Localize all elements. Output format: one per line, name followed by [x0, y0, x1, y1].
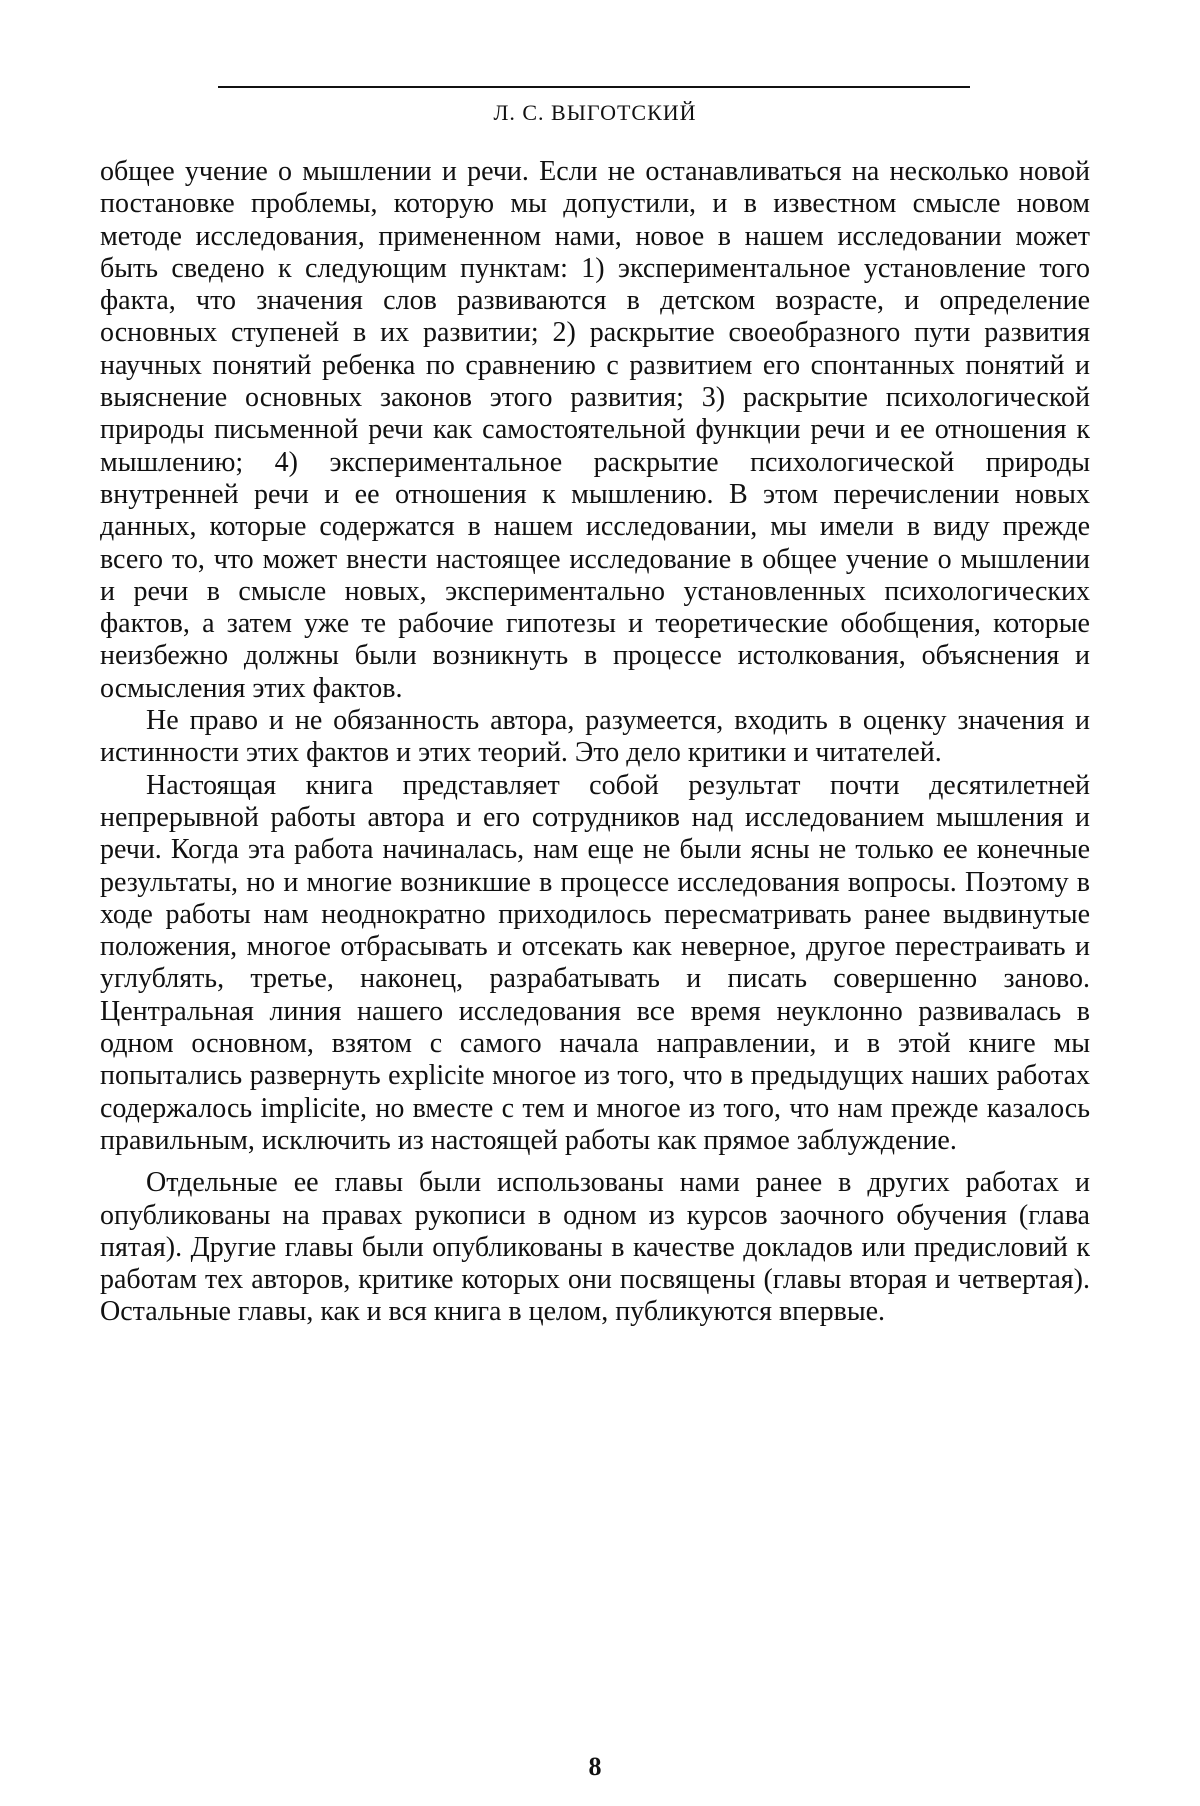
- book-page: [100, 86, 1090, 1781]
- header-rule: [218, 86, 970, 88]
- paragraph-3: Настоящая книга представляет собой результат почти десятилетней непрерывной работы автора и его сотрудников над исследованием мышления и речи. Когда эта работа начиналась, нам еще не были ясны не только ее конечные результаты, но и многие возникшие в процессе исследования вопросы. Поэтому в ходе работы нам неоднократно приходилось пересматривать ранее выдвинутые положения, многое отбрасывать и отсекать как неверное, другое перестраивать и углублять, третье, наконец, разрабатывать и писать совершенно заново. Центральная линия нашего исследования все время неуклонно развивалась в одном основном, взятом с самого начала направлении, и в этой книге мы попытались развернуть explicite многое из того, что в предыдущих наших работах содержалось implicite, но вместе с тем и многое из того, что нам прежде казалось правильным, исключить из настоящей работы как прямое заблуждение.: [100, 769, 1090, 1156]
- running-head: Л. С. ВЫГОТСКИЙ: [493, 100, 697, 125]
- body-text: [100, 156, 1090, 1329]
- paragraph-2: Не право и не обязанность автора, разумеется, входить в оценку значения и истинности этих фактов и этих теорий. Это дело критики и читателей.: [100, 705, 1090, 769]
- page-number: 8: [588, 1752, 602, 1781]
- paragraph-4: Отдельные ее главы были использованы нами ранее в других работах и опубликованы на правах рукописи в одном из курсов заочного обучения (глава пятая). Другие главы были опубликованы в качестве докладов или предисловий к работам тех авторов, критике которых они посвящены (главы вторая и четвертая). Остальные главы, как и вся книга в целом, публикуются впервые.: [100, 1167, 1090, 1328]
- paragraph-1: общее учение о мышлении и речи. Если не останавливаться на несколько новой постановке проблемы, которую мы допустили, и в известном смысле новом методе исследования, примененном нами, новое в нашем исследовании может быть сведено к следующим пунктам: 1) экспериментальное установление того факта, что значения слов развиваются в детском возрасте, и определение основных ступеней в их развитии; 2) раскрытие своеобразного пути развития научных понятий ребенка по сравнению с развитием его спонтанных понятий и выяснение основных законов этого развития; 3) раскрытие психологической природы письменной речи как самостоятельной функции речи и ее отношения к мышлению; 4) экспериментальное раскрытие психологической природы внутренней речи и ее отношения к мышлению. В этом перечислении новых данных, которые содержатся в нашем исследовании, мы имели в виду прежде всего то, что может внести настоящее исследование в общее учение о мышлении и речи в смысле новых, экспериментально установленных психологических фактов, а затем уже те рабочие гипотезы и теоретические обобщения, которые неизбежно должны были возникнуть в процессе истолкования, объяснения и осмысления этих фактов.: [100, 156, 1090, 704]
